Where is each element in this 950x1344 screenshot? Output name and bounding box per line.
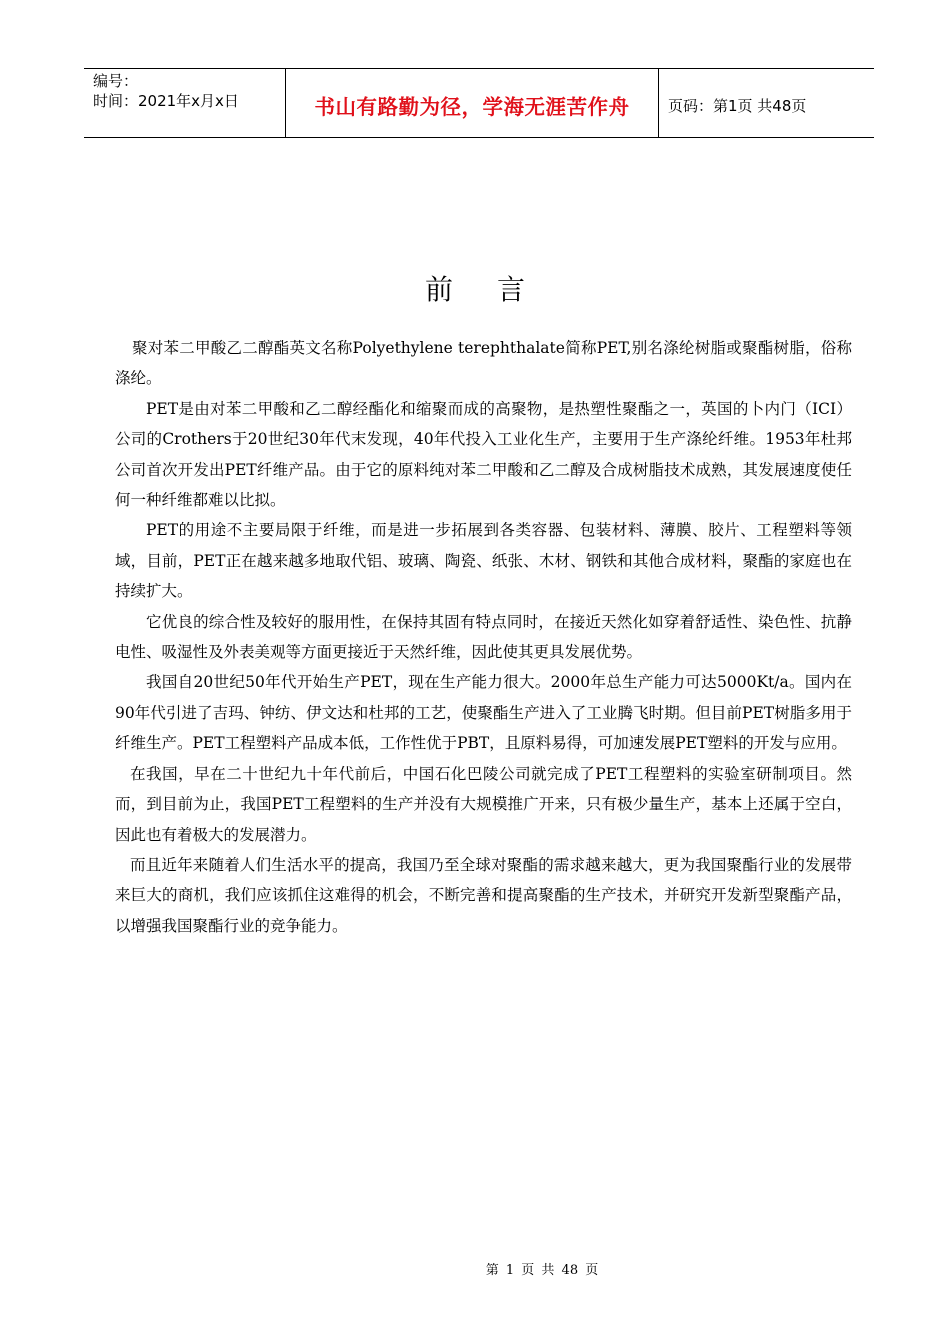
header-meta-cell <box>84 69 286 137</box>
page-info: 页码：第1页 共48页 <box>668 96 807 115</box>
motto-text: 书山有路勤为径，学海无涯苦作舟 <box>314 95 630 119</box>
paragraph: 我国自20世纪50年代开始生产PET，现在生产能力很大。2000年总生产能力可达5000Kt/a。国内在90年代引进了吉玛、钟纺、伊文达和杜邦的工艺，使聚酯生产进入了工业腾飞时期。但目前PET树脂多用于纤维生产。PET工程塑料产品成本低，工作性优于PBT，且原料易得，可加速发展PET塑料的开发与应用。 <box>115 673 852 753</box>
header-motto-cell <box>286 69 659 137</box>
document-body <box>115 333 852 941</box>
time-label: 时间：2021年x月x日 <box>93 92 239 110</box>
paragraph: PET的用途不主要局限于纤维，而是进一步拓展到各类容器、包装材料、薄膜、胶片、工程塑料等领域，目前，PET正在越来越多地取代铝、玻璃、陶瓷、纸张、木材、钢铁和其他合成材料，聚酯的家庭也在持续扩大。 <box>115 521 852 601</box>
paragraph: 它优良的综合性及较好的服用性，在保持其固有特点同时，在接近天然化如穿着舒适性、染色性、抗静电性、吸湿性及外表美观等方面更接近于天然纤维，因此使其更具发展优势。 <box>115 612 852 662</box>
paragraph: 在我国，早在二十世纪九十年代前后，中国石化巴陵公司就完成了PET工程塑料的实验室研制项目。然而，到目前为止，我国PET工程塑料的生产并没有大规模推广开来，只有极少量生产，基本上还属于空白，因此也有着极大的发展潜力。 <box>115 764 852 844</box>
page-header <box>84 68 874 138</box>
page-footer: 第 1 页 共 48 页 <box>485 1263 599 1278</box>
document-title: 前言 <box>424 273 569 306</box>
header-page-cell <box>659 69 874 137</box>
paragraph: 聚对苯二甲酸乙二醇酯英文名称Polyethylene terephthalate简称PET,别名涤纶树脂或聚酯树脂，俗称涤纶。 <box>115 339 852 388</box>
paragraph: 而且近年来随着人们生活水平的提高，我国乃至全球对聚酯的需求越来越大，更为我国聚酯行业的发展带来巨大的商机，我们应该抓住这难得的机会，不断完善和提高聚酯的生产技术，并研究开发新型聚酯产品，以增强我国聚酯行业的竞争能力。 <box>115 855 852 935</box>
number-label: 编号： <box>93 72 139 90</box>
paragraph: PET是由对苯二甲酸和乙二醇经酯化和缩聚而成的高聚物，是热塑性聚酯之一，英国的卜内门（ICI）公司的Crothers于20世纪30年代末发现，40年代投入工业化生产，主要用于生产涤纶纤维。1953年杜邦公司首次开发出PET纤维产品。由于它的原料纯对苯二甲酸和乙二醇及合成树脂技术成熟，其发展速度使任何一种纤维都难以比拟。 <box>115 399 852 510</box>
